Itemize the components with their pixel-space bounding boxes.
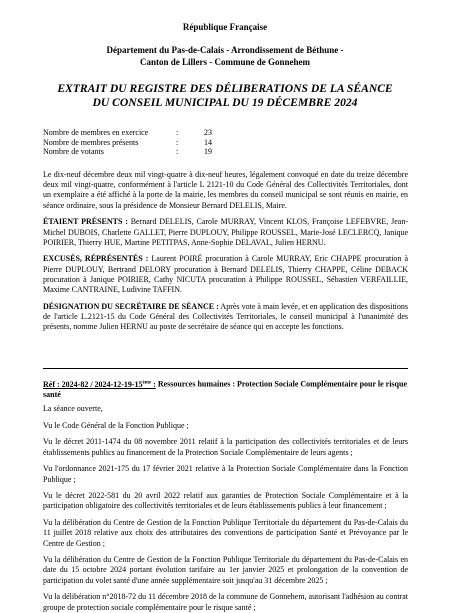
- reference-superscript: ème: [142, 380, 152, 385]
- body-paragraph: Vu la délibération n°2018-72 du 11 décembre 2018 de la commune de Gonnehem, autorisant l'adhésion au contrat groupe de protection sociale complémentaire pour le risque santé ;: [43, 592, 408, 612]
- count-row: [43, 147, 212, 157]
- departement-line-2: Canton de Lillers - Commune de Gonnehem: [139, 57, 310, 67]
- count-row: [43, 138, 212, 148]
- secretaire-paragraph: [43, 302, 408, 333]
- members-count-table: [43, 128, 212, 157]
- excuses-label: EXCUSÉS, RÉPRÉSENTÉS :: [43, 254, 149, 264]
- body-paragraph: Vu l'ordonnance 2021-175 du 17 février 2021 relative à la Protection Sociale Complémentaire dans la Fonction Publique ;: [43, 464, 408, 484]
- secretaire-text: Après vote à main levée, et en application des dispositions de l'article L.2121-15 du Code Général des Collectivités Territoriales, le conseil municipal à l'unanimité des présents, nomme Julien HERNU au poste de secrétaire de séance qui en accepte les fonctions.: [43, 301, 409, 332]
- reference-label: Réf : 2024-82 / 2024-12-19-15: [43, 379, 143, 389]
- count-label: Nombre de membres présents: [43, 137, 139, 147]
- count-value: 23: [204, 128, 212, 137]
- departement-heading: [0, 44, 450, 68]
- section-divider: [43, 368, 408, 369]
- republique-heading: République Française: [182, 22, 268, 32]
- reference-number: [43, 380, 156, 389]
- title-line-1: EXTRAIT DU REGISTRE DES DÉLIBERATIONS DE LA SÉANCE: [57, 82, 393, 95]
- count-separator: :: [176, 128, 179, 137]
- excuses-text: Laurent POIRÉ procuration à Carole MURRAY, Eric CHAPPE procuration à Pierre DUPLOUY, Bertrand DELORY procuration à Bernard DELELIS, Thierry CHAPPE, Céline DEBACK procuration à Janique POIRIER, Cathy NICUTA procuration à Philippe ROUSSEL, Sébastien VERFAILLIE, Maxime CANTRAINE, Ludivine TAFFIN.: [43, 254, 408, 295]
- secretaire-label: DÉSIGNATION DU SECRÉTAIRE DE SÉANCE :: [43, 301, 219, 311]
- reference-colon: :: [151, 379, 156, 389]
- departement-line-1: Département du Pas-de-Calais - Arrondissement de Béthune -: [106, 45, 344, 55]
- presents-text: Bernard DELELIS, Carole MURRAY, Vincent KLOS, Françoise LEFEBVRE, Jean-Michel DUBOIS, Charlette GALLET, Pierre DUPLOUY, Philippe ROUSSEL, Marie-José LECLERCQ, Janique POIRIER, Thierry HUE, Martine PETITPAS, Anne-Sophie DELAVAL, Julien HERNU.: [43, 217, 408, 247]
- body-paragraph: Vu la délibération du Centre de Gestion de la Fonction Publique Territoriale du département du Pas-de-Calais en date du 15 octobre 2024 portant évolution tarifaire au 1er janvier 2025 et prolongation de la convention de participation du volet santé d'une année supplémentaire soit jusqu'au 31 décembre 2025 ;: [43, 555, 408, 585]
- excuses-paragraph: [43, 254, 408, 295]
- presents-paragraph: [43, 217, 408, 248]
- body-paragraph: Vu la délibération du Centre de Gestion de la Fonction Publique Territoriale du département du Pas-de-Calais du 11 juillet 2018 relative aux choix des attributaires des conventions de participation Santé et Prévoyance par le Centre de Gestion ;: [43, 518, 408, 548]
- body-paragraph: La séance ouverte,: [43, 404, 103, 413]
- count-value: 19: [204, 147, 212, 157]
- considerants-section: [43, 404, 408, 613]
- count-separator: :: [176, 147, 179, 157]
- intro-paragraph: Le dix-neuf décembre deux mil vingt-quatre à dix-neuf heures, légalement convoqué en date du treize décembre deux mil vingt-quatre, conformément à l'article L 2121-10 du Code Général des Collectivités Territoriales, dont un exemplaire a été affiché à la porte de la mairie, les membres du conseil municipal se sont réunis en mairie, en séance ordinaire, sous la présidence de Monsieur Bernard DELELIS, Maire.: [43, 170, 408, 210]
- count-label: Nombre de votants: [43, 147, 104, 157]
- title-line-2: DU CONSEIL MUNICIPAL DU 19 DÉCEMBRE 2024: [92, 96, 358, 109]
- body-paragraph: Vu le Code Général de la Fonction Publique ;: [43, 420, 189, 430]
- deliberation-reference: [43, 378, 408, 401]
- document-title: [30, 82, 420, 110]
- count-row: [43, 128, 212, 138]
- count-value: 14: [204, 137, 212, 147]
- body-paragraph: Vu le décret 2022-581 du 20 avril 2022 relatif aux garanties de Protection Sociale Complémentaire et à la participation obligatoire des collectivités territoriales et de leurs établissements publics à leur financement ;: [43, 491, 408, 511]
- session-section: [43, 170, 408, 332]
- count-separator: :: [176, 137, 179, 147]
- reference-subject: Ressources humaines : Protection Sociale Complémentaire pour le risque santé: [43, 379, 407, 400]
- presents-label: ÉTAIENT PRÉSENTS :: [43, 217, 128, 227]
- body-paragraph: Vu le décret 2011-1474 du 08 novembre 2011 relatif à la participation des collectivités territoriales et de leurs établissements publics au financement de la Protection Sociale Complémentaire de leurs agents ;: [43, 437, 408, 457]
- count-label: Nombre de membres en exercice: [43, 128, 149, 137]
